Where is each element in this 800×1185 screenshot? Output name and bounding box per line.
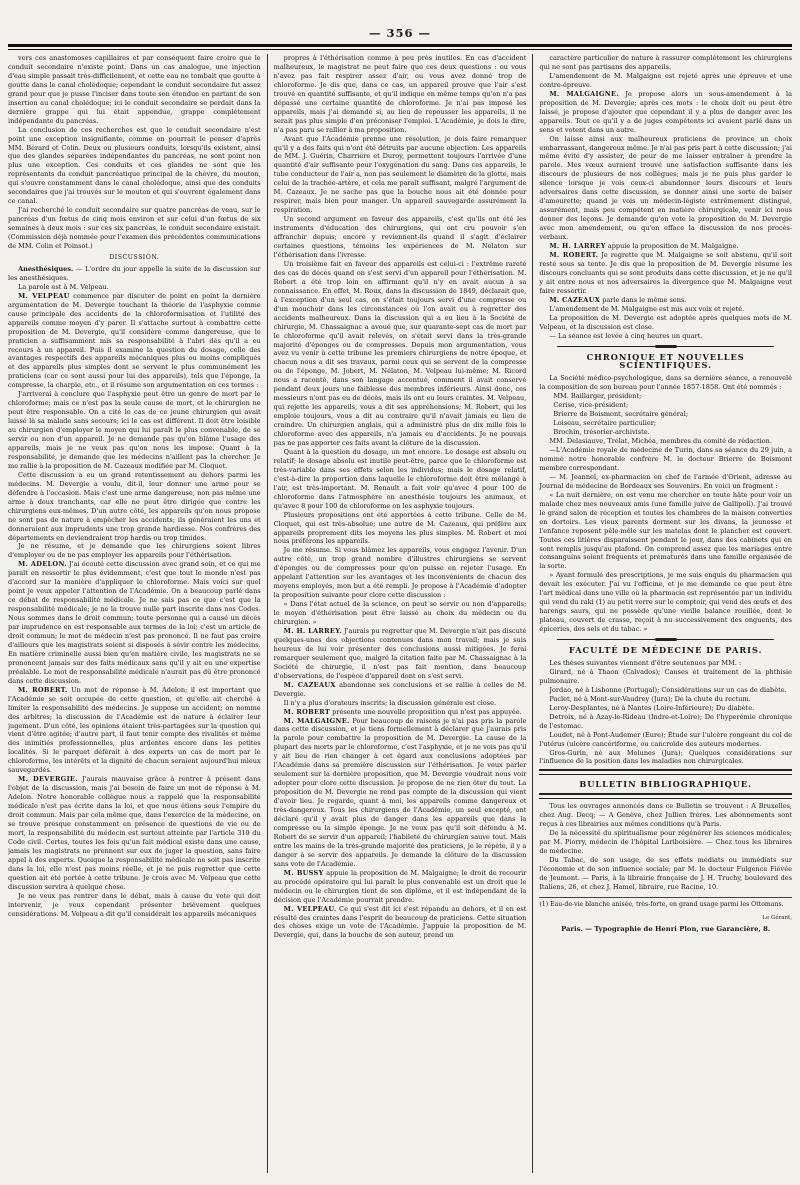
bureau-list [553,392,792,437]
paragraph: On laisse ainsi aux malheureux praticiens de province un choix embarrassant, dangereux même. Je n'ai pas pris part à cette discussion; j'ai même évité d'y assister, de peur de me laisser entraîner à prendre la parole. Mes vœux auraient trouvé une satisfaction suffisante dans les discours de plusieurs de nos collègues; mais je ne puis plus garder le silence lorsque je vois ceux-ci abandonner leurs discours et leurs adversaires dans cette discussion, se donner ainsi une sorte de baiser d'amourette; quand je vois un médecin-légiste extrêmement distingué, assurément, mais peu compétent en matière chirurgicale, venir ici nous donner des leçons. Je demande qu'on vote la proposition de M. Devergie avec mon amendement, ou qu'on efface la discussion de nos procès-verbaux. [539,134,793,242]
paragraph: L'amendement de M. Malgaigne est mis aux voix et rejeté. [549,304,745,313]
newspaper-page [8,6,792,1173]
paragraph [539,296,792,305]
speaker-name: M. ROBERT [283,707,331,716]
paragraph [8,560,261,685]
paragraph: Je ne veux pas rentrer dans le débat, mais à cause du vote qui doit intervenir, je veux cependant présenter brièvement quelques considérations. M. Velpeau a dit qu'il considérait les appareils mécaniques [8,891,261,918]
paragraph [274,627,527,681]
section-heading-discussion: DISCUSSION. [109,253,160,261]
speaker-name: M. BUSSY [283,868,324,877]
section-rule [539,769,792,775]
section-rule [539,793,792,799]
paragraph-text: — L'ordre du jour appelle la suite de la discussion sur les anesthésiques. [8,264,261,282]
paragraph [8,292,261,390]
speaker-name: M. CAZEAUX [549,295,601,304]
paragraph: Quant à la question du dosage, un mot encore. Le dosage est absolu ou relatif; le dosage absolu est inutile peut-être, parce que le chloroforme est très-variable dans ses effets selon les individus; mais le dosage relatif, c'est-à-dire la proportion dans laquelle le chloroforme doit être mélangé à l'air, est très-important. M. Renault a fait voir qu'avec 4 pour 100 de chloroforme dans l'atmosphère on anesthésie toujours les animaux, et qu'avec 8 pour 100 de chloroforme on les asphyxie toujours. [273,447,527,510]
ornamental-divider [557,638,774,641]
paragraph: J'arriverai à conclure que l'asphyxie peut être un genre de mort par le chloroforme; mais ce n'est pas la seule cause de mort, et le chirurgien ne peut être responsable. On a cité le cas de ce jeune chirurgien qui avait laissé là sa malade sans secours; ici le cas est différent. Il doit être loisible au chirurgien d'employer le moyen qui lui paraît le plus convenable, de se servir ou non d'un appareil. Je ne demande pas qu'on blâme l'usage des appareils, mais je ne veux pas qu'on nous les impose. Quant à la responsabilité, je demande que les médecins n'aillent pas la chercher. Je me rallie à la proposition de M. Cazeaux modifiée par M. Cloquet. [8,390,261,470]
thesis-item: Girard, né à Thaon (Calvados); Causes et traitement de la phthisie pulmonaire. [539,667,793,685]
page-header [8,6,792,48]
paragraph [8,265,261,283]
speaker-name: M. VELPEAU [18,291,70,300]
column-1 [8,54,267,1173]
paragraph: La proposition de M. Devergie est adoptée après quelques mots de M. Velpeau, et la discussion est close. [539,313,793,331]
printer-imprint: Paris. — Typographie de Henri Plon, rue Garancière, 8. [561,924,771,933]
bibliography-entry: De la nécessité du spiritualisme pour régénérer les sciences médicales; par M. Piorry, médecin de l'hôpital Lariboisière. — Chez tous les libraires de médecine. [539,829,793,856]
speaker-name: M. ROBERT. [549,250,599,259]
paragraph: — M. Jeannel, ex-pharmacien en chef de l'armée d'Orient, adresse au Journal de médecine de Bordeaux ses Souvenirs. En voici un fragment : [539,472,793,490]
list-item: Loiseau, secrétaire particulier; [553,419,657,428]
paragraph: J'ai recherché le conduit secondaire sur quatre pancréas de veau, sur le pancréas d'un fœtus de cinq mois environ et sur celui d'un fœtus de six semaines à deux mois : sur ces six pancréas, le conduit secondaire existait. (Commission déjà nommée pour l'examen des précédentes communications de MM. Colin et Poinsot.) [8,206,261,251]
speaker-name: M. VELPEAU. [283,904,337,913]
thesis-item: Paclet, né à Mont-sur-Vaudrey (Jura); De la chute du rectum. [549,694,751,703]
speaker-name: M. MALGAIGNE. [283,716,350,725]
paragraph-text: Je regrette que M. Malgaigne se soit abstenu, qu'il soit resté sous sa tente. Je dis que la proposition de M. Devergie résume les discours concluants qui se sont produits dans cette discussion, et je ne qu'il y ait entre nous et nos adversaires la divergence que M. Malgaigne veut faire ressortir. [539,250,793,295]
page-number: — 356 — [368,26,431,40]
paragraph: —L'Académie royale de médecine de Turin, dans sa séance du 29 juin, a nommé notre honorable confrère M. le docteur Brierre de Boismont membre correspondant. [539,446,793,472]
header-rule-thin [8,49,792,50]
footnote: (1) Eau-de-vie blanche anisée, très-forte, en grand usage parmi les Ottomans. [539,897,792,910]
paragraph: La parole est à M. Velpeau. [18,282,109,291]
header-rule-thick [8,44,792,47]
paragraph: Cette discussion a eu un grand retentissement au dehors parmi les médecins. M. Devergie a voulu, dit-il, leur donner une arme pour se défendre à l'occasion. Mais c'est une arme dangereuse, non pas même une arme à deux tranchants, car elle ne peut être dirigée que contre les chirurgiens eux-mêmes. D'un autre côté, les appareils qu'on nous propose ne sont pas de nature à empêcher les accidents; ils généraient les uns et donneraient aux imprudents une trop grande hardiesse. Nos confrères des départements en deviendraient trop hardis ou trop timides. [8,470,261,542]
paragraph: L'amendement de M. Malgaigne est rejeté après une épreuve et une contre-épreuve. [539,71,793,89]
ornamental-divider [557,345,774,348]
thesis-item: Loudet, né à Pont-Audemer (Eure); Étude sur l'ulcère rongeant du col de l'utérus (ulcère cancériforme, ou cancroïde des auteurs modernes. [539,730,793,748]
paragraph: Un second argument en faveur des appareils, c'est qu'ils ont été les instruments d'éducation des chirurgiens, qui ont cru pouvoir s'en affranchir depuis; encore y reviennent-ils quand il s'agit d'éclairer certaines questions, témoins les expériences de M. Nélaton sur l'éthérisation dans l'ivresse. [273,215,527,259]
list-item: Brochin, trésorier-archiviste. [553,428,650,437]
paragraph: — La séance est levée à cinq heures un quart. [549,331,703,340]
thesis-item: Jordao, né à Lisbonne (Portugal); Considérations sur un cas de diabète. [549,685,787,694]
paragraph: La conclusion de ces recherches est que le conduit secondaire n'est point une exception insignifiante, comme on pourrait le penser d'après MM. Bérard et Colin. Deux ou plusieurs conduits, lorsqu'ils existent, ainsi que des glandes séparées indépendantes du pancréas, ne sont point non plus une exception. Ces conduits et ces glandes ne sont que les représentants du conduit pancréatique principal de la chèvre, du mouton, qui s'ouvre constamment dans le canal cholédoque, ainsi que des conduits secondaires que j'ai trouvés sur le mouton et qui s'ouvrent également dans ce canal. [8,125,261,206]
text-columns [8,54,792,1173]
paragraph-text: J'aurais pu regretter que M. Devergie n'ait pas discuté quelques-unes des objections contenues dans mon travail; mais je suis heureux de lui voir présenter des conclusions aussi mitigées. Je ferai remarquer seulement que, malgré la citation faite par M. Chassaignac à la Société de chirurgie, il n'est pas fait mention, dans beaucoup d'observations, de l'espèce d'appareil dont on s'est servi. [273,627,527,680]
section-heading-faculte: FACULTÉ DE MÉDECINE DE PARIS. [568,645,763,656]
list-item: MM. Baillarger, président; [553,392,642,401]
paragraph-text: abandonne ses conclusions et se rallie à celles de M. Devergie. [273,680,527,698]
paragraph [274,905,527,941]
paragraph-text: appuie la proposition de M. Malgaigne. [605,242,739,251]
speaker-name: M. ADELON. [18,560,67,569]
paragraph: caractère particulier de nature à rassurer complétement les chirurgiens qui ne sont pas partisans des appareils. [539,54,793,71]
section-heading-chronique: CHRONIQUE ET NOUVELLES SCIENTIFIQUES. [586,351,745,371]
gerant-label: Le Gérant, [762,914,793,921]
thesis-item: Gros-Gurin, né aux Molunes (Jura); Quelques considérations sur l'influence de la position dans les maladies non chirurgicales. [539,748,793,766]
paragraph [539,242,792,251]
paragraph-text: parle dans le même sens. [600,295,687,304]
paragraph: » Ayant formulé des prescriptions, je me suis enquis du pharmacien qui devait les exécuter. J'ai vu l'officine, et je me demande ce que peut être l'art médical dans une ville où la pharmacie est représentée par un individu qui vend du raki (1) au petit verre sur le comptoir, qui vend des œufs et des harengs saurs, qui ne possède qu'une vieille balance rouillée, dont le plateau, couvert de crasse, reçoit à nu successivement des onguents, des épiceries, des sels et du tabac. » [539,571,793,634]
paragraph [274,708,527,717]
paragraph-text: J'aurais mauvaise grâce à rentrer à présent dans l'objet de la discussion, mais j'ai besoin de faire un mot de réponse à M. Adelon. Notre honorable collègue nous a rappelé que la responsabilité médicale n'est pas écrite dans la loi, et que nous étions sous l'empire du droit commun. Mais par cela même que, dans l'exercice de la médecine, on se trouve presque constamment en présence de questions de vie ou de mort, la responsabilité du médecin est surtout atteinte par l'article 319 du Code civil. Certes, toutes les fois qu'un fait médical existe dans une cause, jamais les magistrats ne prennent sur eux de juger la question, sans faire appel à des experts. Quoique la responsabilité médicale ne soit pas inscrite dans la loi, elle n'est pas moins réelle, et je ne puis regretter que cette question ait été portée à cette tribune. Je crois avec M. Velpeau que cette discussion servira à quelque chose. [8,775,261,891]
paragraph-text: Pour beaucoup de raisons je n'ai pas pris la parole dans cette discussion, et je tiens formellement à déclarer que j'aurais pris la parole pour combattre la proposition de M. Devergie. La cause de la plupart des morts par le chloroforme, c'est l'asphyxie, et je ne vois pas qu'il y ait lieu de rien changer à cet égard aux conclusions adoptées par l'Académie dans sa première discussion sur l'éthérisation. Je veux parler seulement sur la dernière proposition, que M. Devergie voudrait nous voir adopter pour clore cette discussion. Je propose de ne rien ôter du tout. La proposition de M. Devergie ne rend pas compte de la discussion qui vient d'avoir lieu. Je regarde, quant à moi, les appareils comme dangereux et très-dangereux. Tous les chirurgiens de l'Académie, un seul excepté, ont déclaré qu'il y avait plus de danger dans les appareils que dans la compresse ou la simple éponge. Je ne veux pas qu'il soit défendu à M. Robert de se servir d'un appareil; l'habileté du chirurgien sauve tout. Mais entre les mains de la très-grande majorité des praticiens, je le répète, il y a danger à se servir des appareils. Je demande la clôture de la discussion sans vote de l'Académie. [273,716,527,868]
paragraph [539,90,792,135]
paragraph: Tous les ouvrages annoncés dans ce Bulletin se trouvent : A Bruxelles, chez Aug. Decq; — A Genève, chez Jullien frères. Les abonnements sont reçus à ces librairies aux mêmes conditions qu'à Paris. [539,802,793,829]
paragraph [8,775,261,891]
paragraph: Plusieurs propositions ont été apportées à cette tribune. Celle de M. Cloquet, qui est très-absolue; une autre de M. Cazeaux, qui préfère aux appareils proprement dits les moyens les plus simples. M. Robert et moi nous préférons les appareils. [273,510,527,546]
speaker-name: M. ROBERT. [18,685,68,694]
paragraph-text: J'ai écouté cette discussion avec grand soin, et ce qui me paraît en ressortir le plus évidemment, c'est que tout le monde n'est pas d'accord sur la manière d'appliquer le chloroforme. Mais voici sur quel point je veux appeler l'attention de l'Académie. On a beaucoup parlé dans ce débat de responsabilité médicale. Je ne sais pas ce que c'est que la responsabilité médicale; je ne la trouve nulle part inscrite dans nos Codes. Nous sommes dans le droit commun; toute personne qui a causé un décès par imprudence en est responsable aux termes de la loi; c'est un article de droit commun; le mot de médecin n'est pas prononcé. Il ne faut pas croire d'ailleurs que les magistrats soient si disposés à sévir contre les médecins. En matière criminelle aussi bien qu'en matière civile, les magistrats ne se prononcent jamais sur des faits médicaux sans qu'il y ait eu une expertise préalable. Le mot de responsabilité médicale n'aurait pas dû être prononcé dans cette discussion. [8,560,261,685]
paragraph: Les thèses suivantes viennent d'être soutenues par MM. : [549,659,742,667]
bibliography-entry: Du Tabac, de son usage, de ses effets médiats ou immédiats sur l'économie et de son influence sociale; par M. le docteur Fulgence Fièvée de Jeumont. — Paris, à la librairie française de J. H. Truchy, boulevard des Italiens, 26, et chez J. Hamel, libraire, rue Racine, 10. [539,856,793,891]
paragraph-text: présente une nouvelle proposition qui n'est pas appuyée. [330,707,522,716]
paragraph [274,717,527,869]
list-item: Cerise, vice-président; [553,401,629,410]
paragraph: vers ces anastomoses capillaires et par conséquent faire croire que le conduit secondaire n'existe point. Dans un cas analogue, une injection d'eau simple passait très-difficilement, et cette eau ne tombait que goutte à goutte dans le canal cholédoque; cependant le conduit secondaire fut assez grand pour que je pusse l'inciser dans toute son étendue en partant de son insertion au canal cholédoque; ici le conduit secondaire se perdait dans la dernière grappe qui lui était appendue, grappe complétement indépendante du pancréas. [8,54,261,125]
paragraph [539,251,792,296]
column-3 [533,54,792,1173]
speaker-name: M. CAZEAUX [283,680,336,689]
quoted-proposal: « Dans l'état actuel de la science, on peut se servir ou non d'appareils; le moyen d'éthérisation peut être laissé au choix du médecin ou du chirurgien. » [273,600,527,627]
speaker-name: M. H. LARREY. [283,627,342,635]
speaker-name: M. H. LARREY [549,242,606,251]
paragraph [274,681,527,699]
paragraph [274,869,527,905]
paragraph-text: Je propose alors un sous-amendement à la proposition de M. Devergie; après ces mots : le choix doit ou peut être laissé, je propose d'ajouter que cependant il y a plus de danger avec les appareils. Tout ce qu'il y a de juges compétents ici avaient parlé dans un sens et votent dans un autre. [539,89,793,134]
paragraph: Je me résume. Si vous blâmez les appareils, vous engagez l'avenir. D'un autre côté, un trop grand nombre d'illustres chirurgiens se servent d'éponges ou de compresses pour qu'on puisse en rejeter l'usage. En appelant l'attention sur les avantages et les inconvénients de chacun des moyens employés, mon but a été rempli. Je propose à l'Académie d'adopter la proposition suivante pour clore cette discussion : [273,546,527,600]
paragraph: « La nuit dernière, on est venu me chercher en toute hâte pour voir un malade chez mes nouveaux amis (une famille juive de Gallipoli). J'ai trouvé le grand salon de réception et toutes les chambres de la maison converties en dortoirs. Les vieux parents dorment sur les divans, la jeunesse et l'enfance reposent pêle-mêle sur les matelas dont le plancher est couvert. Toutes ces litières disparaissent pendant le jour, dans des cabinets qui en sont remplis jusqu'au plafond. On comprend assez que les mariages entre consanguins soient fréquents et prématurés dans une famille organisée de la sorte. [539,490,793,571]
paragraph: propres à l'éthérisation comme à peu près inutiles. En cas d'accident malheureux, le magistrat ne peut faire que ces deux questions : ou vous n'avez pas fait respirer assez d'air, ou vous avez donné trop de chloroforme. Je dis que, dans ce cas, un appareil prouve que l'air s'est trouvé en quantité suffisante, et qu'il indique en même temps qu'on n'a pas dépassé une certaine quantité de chloroforme. Je n'ai pas imposé les appareils, mais j'ai demandé si, au lieu de repousser les appareils, il ne serait pas plus simple d'en préconiser l'emploi. L'Académie, je dois le dire, n'a pas paru se rallier à ma proposition. [273,54,527,134]
paragraph: Je ne résume, et je demande que les chirurgiens soient libres d'employer ou de ne pas employer les appareils pour l'éthérisation. [8,542,261,560]
paragraph: MM. Delasiauve, Trélat, Michéa, membres du comité de rédaction. [549,437,772,446]
topic-label: Anesthésiques. [18,264,74,273]
paragraph [8,686,261,776]
paragraph-text: Ce qui s'est dit ici s'est répandu au dehors, et il en est résulté des craintes dans l'esprit de beaucoup de praticiens. Cette situation des choses exige un vote de l'Académie. J'appuie la proposition de M. Devergie, qui, dans la bouche de son auteur, prend un [273,904,527,940]
thesis-item: Leroy-Desplantes, né à Nantes (Loire-Inférieure); Du diabète. [549,703,755,712]
paragraph: La Société médico-psychologique, dans sa dernière séance, a renouvelé la composition de son bureau pour l'année 1857-1858. Ont été nommés : [539,374,793,392]
speaker-name: M. MALGAIGNE. [549,89,619,98]
paragraph: Avant que l'Académie prenne une résolution, je dois faire remarquer qu'il y a des faits qui n'ont été détruits par aucune objection. Les appareils de MM. J. Guérin, Charrière et Duroy, permettent toujours l'arrivée d'une quantité d'air suffisante pour l'oxygénation du sang. Dans ces appareils, le tube conducteur de l'air a, non pas seulement le diamètre de la glotte, mais celui de la trachée-artère, et cela me paraît suffisant, malgré l'argument de M. Cazeaux. Je ne sache pas que la bouche nous ait été donnée pour respirer, mais bien pour manger. Un appareil sauvegarde assurément la respiration. [273,134,527,215]
paragraph-text: commence par discuter de point en point la dernière argumentation de M. Devergie touchant la théorie de l'asphyxie comme cause principale des accidents de la chloroformisation et l'utilité des appareils comme moyen d'y parer. Il s'attache surtout à combattre cette proposition de M. Devergie, qu'il considère comme dangereuse, que le praticien a suffisamment mis sa responsabilité à l'abri dès qu'il a eu recours à un appareil. Puis il examine la question du dosage, celle des avantages respectifs des appareils mécaniques plus ou moins compliqués et des appareils plus simples dont se servent le plus communément les praticiens (car ce sont aussi pour lui des appareils), tels que l'éponge, la compresse, la charpie, etc., et il résume son argumentation en ces termes : [8,291,261,390]
paragraph: Il n'y a plus d'orateurs inscrits; la discussion générale est close. [283,698,497,707]
paragraph-text: Un mot de réponse à M. Adelon; il est important que l'Académie se soit occupée de cette question, et qu'elle ait cherché à limiter la responsabilité des médecins. Je suppose un accident; on nomme des arbitres; la discussion de l'Académie est de nature à éclairer leur jugement. D'un côté, les opinions étaient très-partagées sur la question qui vient d'être agitée; d'autre part, il faut tenir compte des rivalités et même des inimitiés professionnelles, plus ardentes encore dans les petites localités. Si le parquet défèrait à des experts un cas de mort par le chloroforme, les intérêts et la dignité de chacun seraient aujourd'hui mieux sauvegardés. [8,685,261,775]
list-item: Brierre de Boismont, secrétaire général; [553,410,689,419]
section-heading-bulletin: BULLETIN BIBLIOGRAPHIQUE. [579,779,753,790]
speaker-name: M. DEVERGIE. [18,775,78,784]
paragraph-text: appuie la proposition de M. Malgaigne; le droit de recourir au procédé opératoire qui lui paraît le plus convenable est un droit que le médecin ou le chirurgien tient de son diplôme, et il est indépendant de la décision que l'Académie pourrait prendre. [273,868,527,904]
paragraph: Un troisième fait en faveur des appareils est celui-ci : l'extrême rareté des cas de décès quand on s'est servi d'un appareil pour l'éthérisation. M. Robert a été trop loin en affirmant qu'il n'y en avait aucun à sa connaissance. En effet, M. Roux, dans la discussion de 1849, déclarait que, à l'exception d'un seul cas, on s'était toujours servi d'une compresse ou d'un mouchoir dans les circonstances où l'on avait eu à regretter des accidents malheureux. Dans la discussion qui a eu lieu à la Société de chirurgie, M. Chassaignac a avoué que, sur quarante-sept cas de mort par le chloroforme qu'il avait relevés, on s'était servi dans la très-grande majorité d'éponges ou de compresses. Depuis mon argumentation, vous avez vu venir à cette tribune les premiers chirurgiens de notre époque, et chacun nous a dit ses travaux, parmi ceux qui se servent de la compresse ou de l'éponge, M. Jobert, M. Nélaton, M. Velpeau lui-même; M. Ricord nous a raconté, dans son langage accentué, comment il avait conservé pendant deux jours une faiblesse des membres inférieurs. Ainsi donc, ces messieurs n'ont pas eu de décès, mais ils ont eu leurs craintes. M. Velpeau, qui rejette les appareils, vous a dit ses appréhensions; M. Robert, qui les emploie toujours, vous a dit au contraire qu'il n'avait jamais eu lieu de craindre. Un chirurgien anglais, qui a administré plus de dix mille fois le chloroforme avec des appareils, n'a jamais eu d'accidents. Je ne pouvais pas ne pas apporter ces faits avant la clôture de la discussion. [273,259,527,447]
column-2 [268,54,533,1173]
thesis-item: Detroix, né à Azay-le-Rideau (Indre-et-Loire); De l'hyperémie chronique de l'estomac. [539,712,793,730]
